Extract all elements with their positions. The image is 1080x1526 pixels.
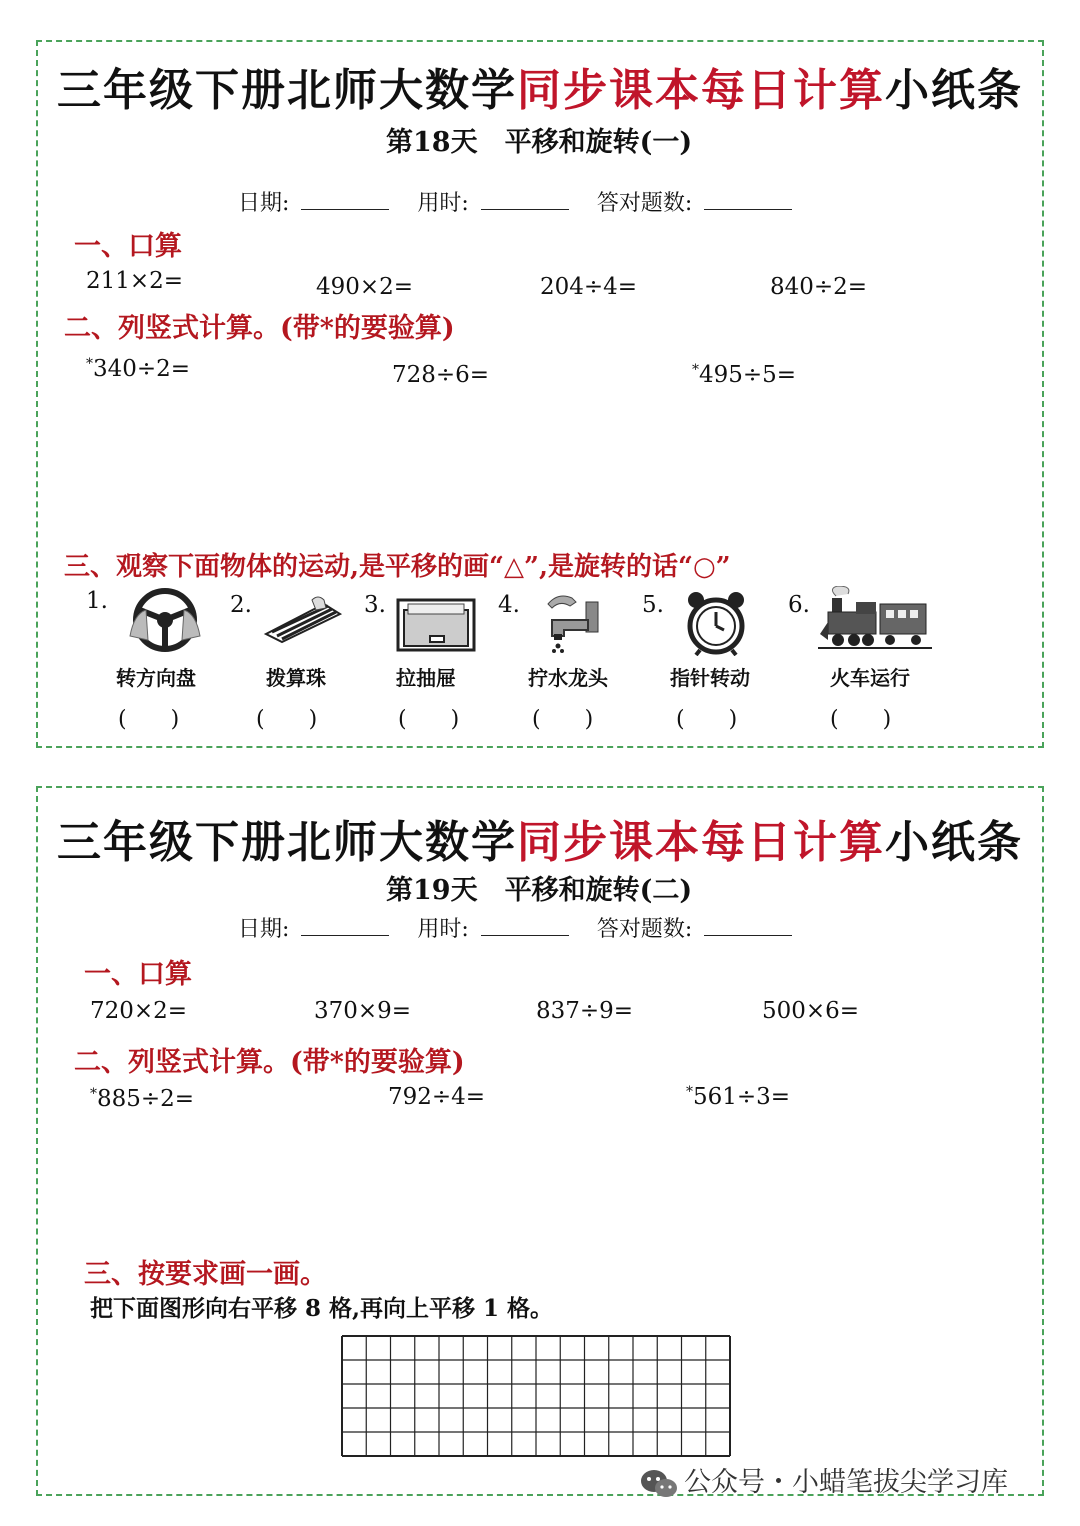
drawer-icon <box>396 598 476 654</box>
time-label: 用时: <box>417 191 469 216</box>
item-caption: 指针转动 <box>670 666 750 690</box>
item-caption: 拧水龙头 <box>528 666 608 690</box>
day-subtitle: 第18天 平移和旋转(一) <box>386 127 693 158</box>
oral-problem: 490×2= <box>316 274 414 300</box>
worksheet-title: 三年级下册北师大数学同步课本每日计算小纸条 <box>57 65 1023 116</box>
vertical-problem: *495÷5= <box>692 362 797 388</box>
drawing-instruction: 把下面图形向右平移 8 格,再向上平移 1 格。 <box>90 1295 554 1322</box>
oral-problem: 500×6= <box>762 998 860 1024</box>
item-number: 6. <box>788 592 810 618</box>
answer-blank[interactable]: ( ) <box>398 707 460 732</box>
correct-count-label: 答对题数: <box>596 917 693 942</box>
oral-problem: 370×9= <box>314 998 412 1024</box>
date-label: 日期: <box>238 917 290 942</box>
section-oral-heading: 一、口算 <box>74 231 182 262</box>
vertical-problem: *561÷3= <box>686 1084 791 1110</box>
correct-count-blank[interactable] <box>704 208 792 210</box>
translation-grid[interactable] <box>340 1334 732 1458</box>
vertical-problem: *885÷2= <box>90 1086 195 1112</box>
item-number: 1. <box>86 588 108 614</box>
steering-wheel-icon <box>122 586 208 654</box>
item-caption: 拨算珠 <box>266 666 326 690</box>
time-blank[interactable] <box>481 208 569 210</box>
train-icon <box>818 586 932 650</box>
section-vertical-heading: 二、列竖式计算。(带*的要验算) <box>74 1047 465 1078</box>
oral-problem: 204÷4= <box>540 274 638 300</box>
vertical-problem: 792÷4= <box>388 1084 486 1110</box>
correct-count-label: 答对题数: <box>596 191 693 216</box>
item-caption: 拉抽屉 <box>396 666 456 690</box>
section-oral-heading: 一、口算 <box>84 959 192 990</box>
item-caption: 火车运行 <box>830 666 910 690</box>
vertical-problem: 728÷6= <box>392 362 490 388</box>
wechat-icon <box>640 1468 678 1500</box>
section-drawing-heading: 三、按要求画一画。 <box>84 1259 327 1290</box>
oral-problem: 840÷2= <box>770 274 868 300</box>
item-number: 5. <box>642 592 664 618</box>
date-label: 日期: <box>238 191 290 216</box>
answer-blank[interactable]: ( ) <box>676 707 738 732</box>
meta-row <box>238 186 820 217</box>
answer-blank[interactable]: ( ) <box>532 707 594 732</box>
item-number: 4. <box>498 592 520 618</box>
oral-problem: 837÷9= <box>536 998 634 1024</box>
vertical-problem: *340÷2= <box>86 356 191 382</box>
item-number: 2. <box>230 592 252 618</box>
date-blank[interactable] <box>301 208 389 210</box>
oral-problem: 720×2= <box>90 998 188 1024</box>
worksheet-title: 三年级下册北师大数学同步课本每日计算小纸条 <box>57 817 1023 868</box>
oral-problem: 211×2= <box>86 268 184 294</box>
item-number: 3. <box>364 592 386 618</box>
date-blank[interactable] <box>301 934 389 936</box>
watermark: 公众号・小蜡笔拔尖学习库 <box>640 1460 1008 1500</box>
clock-icon <box>686 590 746 656</box>
section-vertical-heading: 二、列竖式计算。(带*的要验算) <box>64 313 455 344</box>
time-blank[interactable] <box>481 934 569 936</box>
time-label: 用时: <box>417 917 469 942</box>
item-caption: 转方向盘 <box>116 666 196 690</box>
answer-blank[interactable]: ( ) <box>830 707 892 732</box>
abacus-icon <box>262 594 344 644</box>
meta-row <box>238 912 820 943</box>
section-motion-heading: 三、观察下面物体的运动,是平移的画“△”,是旋转的话“○” <box>64 552 731 582</box>
worksheet-day18 <box>36 40 1044 748</box>
day-subtitle: 第19天 平移和旋转(二) <box>386 875 693 906</box>
answer-blank[interactable]: ( ) <box>118 707 180 732</box>
answer-blank[interactable]: ( ) <box>256 707 318 732</box>
faucet-icon <box>542 590 602 654</box>
correct-count-blank[interactable] <box>704 934 792 936</box>
